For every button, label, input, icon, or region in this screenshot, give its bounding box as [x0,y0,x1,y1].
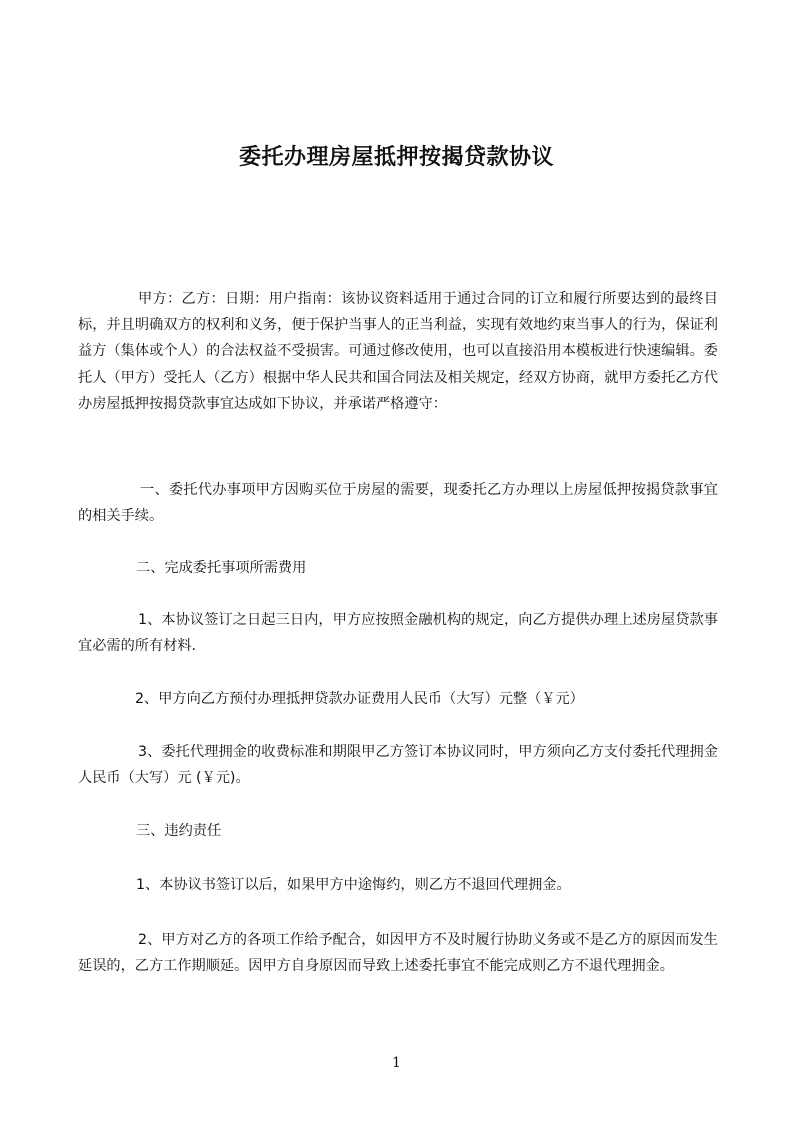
section-2-item-1: 1、本协议签订之日起三日内，甲方应按照金融机构的规定，向乙方提供办理上述房屋贷款事宜必需的所有材料. [78,612,718,655]
intro-paragraph: 甲方：乙方：日期：用户指南：该协议资料适用于通过合同的订立和履行所要达到的最终目标，并且明确双方的权利和义务，便于保护当事人的正当利益，实现有效地约束当事人的行为，保证利益方（集体或个人）的合法权益不受损害。可通过修改使用，也可以直接沿用本模板进行快速编辑。委托人（甲方）受托人（乙方）根据中华人民共和国合同法及相关规定，经双方协商，就甲方委托乙方代办房屋抵押按揭贷款事宜达成如下协议，并承诺严格遵守： [78,291,718,412]
section-1-paragraph: 一、委托代办事项甲方因购买位于房屋的需要，现委托乙方办理以上房屋低押按揭贷款事宜的相关手续。 [78,482,718,525]
section-3-heading: 三、违约责任 [136,823,222,839]
section-3-item-2: 2、甲方对乙方的各项工作给予配合，如因甲方不及时履行协助义务或不是乙方的原因而发生延误的，乙方工作期顺延。因甲方自身原因而导致上述委托事宜不能完成则乙方不退代理拥金。 [78,932,718,975]
section-2-item-3: 3、委托代理拥金的收费标准和期限甲乙方签订本协议同时，甲方须向乙方支付委托代理拥金人民币（大写）元 (￥元)。 [78,744,718,787]
section-3-item-1: 1、本协议书签订以后，如果甲方中途悔约，则乙方不退回代理拥金。 [136,877,571,893]
section-2-heading: 二、完成委托事项所需费用 [136,560,307,576]
page-number: 1 [392,1055,401,1071]
section-2-item-2: 2、甲方向乙方预付办理抵押贷款办证费用人民币（大写）元整（￥元） [135,691,584,707]
document-title: 委托办理房屋抵押按揭贷款协议 [238,145,554,170]
